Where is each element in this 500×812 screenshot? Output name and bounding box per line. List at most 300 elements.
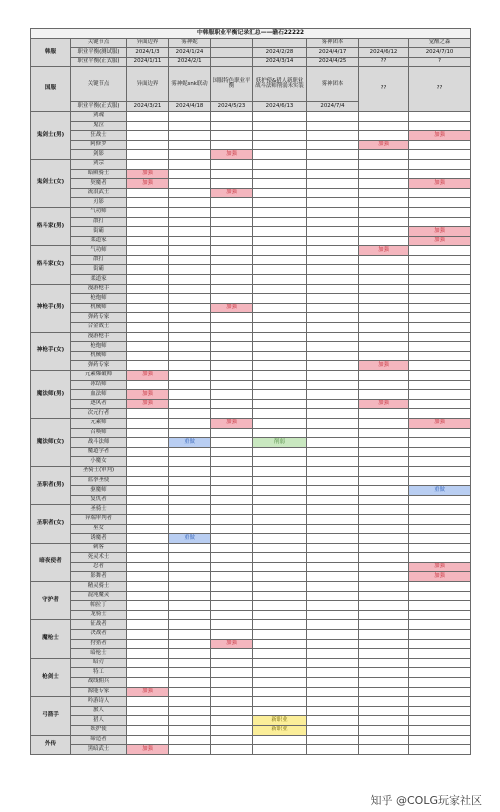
- job-name: 特工: [71, 668, 127, 678]
- job-name: 狩猎者: [71, 639, 127, 649]
- empty-cell: [169, 140, 211, 150]
- empty-cell: [169, 380, 211, 390]
- kr-test-5: 2024/4/17: [307, 48, 359, 58]
- empty-cell: [169, 361, 211, 371]
- empty-cell: [307, 236, 359, 246]
- change-tag: 加强: [127, 179, 169, 189]
- empty-cell: [211, 447, 253, 457]
- empty-cell: [253, 610, 307, 620]
- empty-cell: [359, 639, 409, 649]
- empty-cell: [127, 418, 169, 428]
- empty-cell: [307, 706, 359, 716]
- empty-cell: [359, 236, 409, 246]
- cn-label: 国服: [31, 67, 71, 112]
- empty-cell: [169, 725, 211, 735]
- empty-cell: [211, 582, 253, 592]
- table-row: [31, 207, 471, 217]
- group-label: 鬼剑士(女): [31, 159, 71, 207]
- empty-cell: [211, 514, 253, 524]
- change-tag: 加强: [211, 639, 253, 649]
- empty-cell: [127, 725, 169, 735]
- table-row: [31, 687, 471, 697]
- table-row: [31, 313, 471, 323]
- empty-cell: [359, 371, 409, 381]
- empty-cell: [253, 418, 307, 428]
- empty-cell: [169, 697, 211, 707]
- change-tag: 加强: [211, 303, 253, 313]
- kr-live-5: 2024/4/25: [307, 57, 359, 67]
- empty-cell: [211, 601, 253, 611]
- empty-cell: [359, 447, 409, 457]
- empty-cell: [253, 524, 307, 534]
- cn-live-1: 2024/3/21: [127, 102, 169, 112]
- empty-cell: [307, 179, 359, 189]
- empty-cell: [127, 505, 169, 515]
- empty-cell: [253, 313, 307, 323]
- change-tag: 加强: [359, 399, 409, 409]
- table-row: [31, 601, 471, 611]
- empty-cell: [359, 476, 409, 486]
- empty-cell: [169, 188, 211, 198]
- empty-cell: [359, 380, 409, 390]
- empty-cell: [409, 255, 471, 265]
- empty-cell: [359, 284, 409, 294]
- group-label: 暗夜使者: [31, 543, 71, 581]
- table-row: [31, 275, 471, 285]
- table-row: [31, 418, 471, 428]
- empty-cell: [409, 697, 471, 707]
- empty-cell: [169, 303, 211, 313]
- empty-cell: [253, 409, 307, 419]
- empty-cell: [127, 514, 169, 524]
- empty-cell: [359, 255, 409, 265]
- table-row: [31, 294, 471, 304]
- empty-cell: [359, 716, 409, 726]
- empty-cell: [359, 486, 409, 496]
- table-row: [31, 236, 471, 246]
- empty-cell: [409, 735, 471, 745]
- empty-cell: [169, 332, 211, 342]
- empty-cell: [253, 140, 307, 150]
- empty-cell: [307, 140, 359, 150]
- change-tag: 加强: [127, 399, 169, 409]
- empty-cell: [409, 649, 471, 659]
- table-row: [31, 361, 471, 371]
- empty-cell: [169, 495, 211, 505]
- table-row: [31, 179, 471, 189]
- kr-h6: [359, 38, 409, 48]
- group-label: 神枪手(男): [31, 284, 71, 332]
- empty-cell: [127, 236, 169, 246]
- cn-live-4: 2024/6/13: [253, 102, 307, 112]
- empty-cell: [409, 313, 471, 323]
- empty-cell: [409, 668, 471, 678]
- empty-cell: [211, 745, 253, 755]
- change-tag: 加强: [127, 745, 169, 755]
- table-row: [31, 371, 471, 381]
- empty-cell: [211, 687, 253, 697]
- empty-cell: [307, 342, 359, 352]
- change-tag: 重做: [409, 486, 471, 496]
- change-tag: 重做: [169, 534, 211, 544]
- empty-cell: [211, 735, 253, 745]
- empty-cell: [307, 678, 359, 688]
- change-tag: 加强: [127, 390, 169, 400]
- empty-cell: [409, 275, 471, 285]
- empty-cell: [359, 418, 409, 428]
- table-row: [31, 505, 471, 515]
- empty-cell: [409, 284, 471, 294]
- empty-cell: [127, 457, 169, 467]
- empty-cell: [409, 745, 471, 755]
- table-row: [31, 716, 471, 726]
- empty-cell: [253, 179, 307, 189]
- empty-cell: [211, 207, 253, 217]
- kr-test-3: [211, 48, 253, 58]
- job-name: 剑宗: [71, 159, 127, 169]
- empty-cell: [409, 620, 471, 630]
- empty-cell: [127, 227, 169, 237]
- empty-cell: [409, 553, 471, 563]
- job-name: 鬼泣: [71, 121, 127, 131]
- empty-cell: [211, 323, 253, 333]
- table-row: [31, 735, 471, 745]
- empty-cell: [307, 198, 359, 208]
- table-row: [31, 745, 471, 755]
- empty-cell: [127, 332, 169, 342]
- empty-cell: [169, 486, 211, 496]
- empty-cell: [169, 275, 211, 285]
- change-tag: 加强: [359, 140, 409, 150]
- empty-cell: [253, 207, 307, 217]
- empty-cell: [211, 121, 253, 131]
- cn-h6: ??: [359, 67, 409, 112]
- table-row: [31, 390, 471, 400]
- empty-cell: [127, 716, 169, 726]
- table-row: [31, 591, 471, 601]
- empty-cell: [253, 447, 307, 457]
- empty-cell: [409, 371, 471, 381]
- empty-cell: [409, 169, 471, 179]
- empty-cell: [359, 131, 409, 141]
- empty-cell: [169, 476, 211, 486]
- group-label: 魔法师(女): [31, 418, 71, 466]
- table-row: [31, 255, 471, 265]
- empty-cell: [127, 342, 169, 352]
- job-name: 旅人: [71, 706, 127, 716]
- empty-cell: [359, 303, 409, 313]
- empty-cell: [409, 217, 471, 227]
- empty-cell: [169, 217, 211, 227]
- empty-cell: [127, 380, 169, 390]
- empty-cell: [211, 697, 253, 707]
- empty-cell: [359, 409, 409, 419]
- empty-cell: [211, 227, 253, 237]
- empty-cell: [307, 601, 359, 611]
- empty-cell: [169, 265, 211, 275]
- empty-cell: [307, 351, 359, 361]
- empty-cell: [359, 188, 409, 198]
- group-label: 魔枪士: [31, 620, 71, 658]
- empty-cell: [253, 169, 307, 179]
- empty-cell: [169, 399, 211, 409]
- empty-cell: [169, 351, 211, 361]
- empty-cell: [211, 351, 253, 361]
- job-name: 诱魔者: [71, 534, 127, 544]
- empty-cell: [169, 745, 211, 755]
- job-name: 暗枪士: [71, 649, 127, 659]
- empty-cell: [359, 505, 409, 515]
- cn-h5: 雾神团本: [307, 67, 359, 102]
- empty-cell: [127, 409, 169, 419]
- empty-cell: [307, 380, 359, 390]
- table-row: [31, 524, 471, 534]
- job-name: 蓝拳圣使: [71, 476, 127, 486]
- empty-cell: [127, 428, 169, 438]
- table-row: [31, 447, 471, 457]
- empty-cell: [409, 706, 471, 716]
- empty-cell: [253, 131, 307, 141]
- empty-cell: [409, 610, 471, 620]
- job-name: 影舞者: [71, 572, 127, 582]
- empty-cell: [211, 716, 253, 726]
- table-row: [31, 495, 471, 505]
- group-label: 圣职者(女): [31, 505, 71, 543]
- empty-cell: [127, 553, 169, 563]
- change-tag: 加强: [409, 236, 471, 246]
- job-name: 精灵骑士: [71, 582, 127, 592]
- job-name: 剑影: [71, 150, 127, 160]
- empty-cell: [169, 418, 211, 428]
- empty-cell: [253, 159, 307, 169]
- empty-cell: [169, 687, 211, 697]
- empty-cell: [127, 601, 169, 611]
- cn-live-3: 2024/5/23: [211, 102, 253, 112]
- empty-cell: [307, 649, 359, 659]
- empty-cell: [359, 610, 409, 620]
- kr-h5: 雾神团本: [307, 38, 359, 48]
- job-name: 气功师: [71, 246, 127, 256]
- kr-h4: [253, 38, 307, 48]
- empty-cell: [359, 198, 409, 208]
- empty-cell: [253, 323, 307, 333]
- empty-cell: [307, 390, 359, 400]
- table-row: [31, 562, 471, 572]
- empty-cell: [169, 246, 211, 256]
- empty-cell: [127, 610, 169, 620]
- change-tag: 加强: [359, 246, 409, 256]
- job-name: 黑暗武士: [71, 745, 127, 755]
- empty-cell: [409, 140, 471, 150]
- empty-cell: [169, 447, 211, 457]
- empty-cell: [169, 179, 211, 189]
- empty-cell: [253, 217, 307, 227]
- empty-cell: [307, 658, 359, 668]
- empty-cell: [169, 111, 211, 121]
- kr-live-label: 职业平衡(正式服): [71, 57, 127, 67]
- empty-cell: [253, 390, 307, 400]
- job-name: 散打: [71, 255, 127, 265]
- empty-cell: [169, 159, 211, 169]
- empty-cell: [307, 495, 359, 505]
- empty-cell: [253, 294, 307, 304]
- empty-cell: [211, 111, 253, 121]
- job-name: 血法师: [71, 390, 127, 400]
- empty-cell: [359, 495, 409, 505]
- empty-cell: [211, 371, 253, 381]
- empty-cell: [169, 198, 211, 208]
- job-name: 流浪武士: [71, 188, 127, 198]
- empty-cell: [307, 524, 359, 534]
- empty-cell: [307, 169, 359, 179]
- empty-cell: [253, 351, 307, 361]
- empty-cell: [127, 591, 169, 601]
- empty-cell: [169, 706, 211, 716]
- empty-cell: [307, 457, 359, 467]
- empty-cell: [359, 332, 409, 342]
- empty-cell: [307, 371, 359, 381]
- empty-cell: [359, 438, 409, 448]
- empty-cell: [253, 514, 307, 524]
- kr-h3: [211, 38, 253, 48]
- empty-cell: [211, 313, 253, 323]
- table-row: [31, 466, 471, 476]
- empty-cell: [211, 620, 253, 630]
- empty-cell: [253, 303, 307, 313]
- empty-cell: [211, 706, 253, 716]
- empty-cell: [127, 447, 169, 457]
- job-name: 散打: [71, 217, 127, 227]
- job-name: 元素爆破师: [71, 371, 127, 381]
- empty-cell: [253, 735, 307, 745]
- table-row: [31, 534, 471, 544]
- empty-cell: [359, 630, 409, 640]
- empty-cell: [307, 294, 359, 304]
- empty-cell: [409, 246, 471, 256]
- empty-cell: [211, 534, 253, 544]
- empty-cell: [409, 543, 471, 553]
- empty-cell: [409, 428, 471, 438]
- group-label: 弓箭手: [31, 697, 71, 735]
- job-name: 巫女: [71, 524, 127, 534]
- table-row: [31, 725, 471, 735]
- job-name: 机械师: [71, 303, 127, 313]
- empty-cell: [169, 150, 211, 160]
- table-row: [31, 514, 471, 524]
- empty-cell: [359, 649, 409, 659]
- empty-cell: [211, 332, 253, 342]
- empty-cell: [169, 466, 211, 476]
- empty-cell: [359, 562, 409, 572]
- empty-cell: [253, 236, 307, 246]
- change-tag: 加强: [409, 179, 471, 189]
- empty-cell: [409, 399, 471, 409]
- table-row: [31, 668, 471, 678]
- empty-cell: [253, 466, 307, 476]
- empty-cell: [169, 572, 211, 582]
- empty-cell: [127, 543, 169, 553]
- job-name: 街霸: [71, 265, 127, 275]
- empty-cell: [359, 227, 409, 237]
- empty-cell: [307, 668, 359, 678]
- empty-cell: [409, 198, 471, 208]
- empty-cell: [253, 371, 307, 381]
- empty-cell: [359, 457, 409, 467]
- empty-cell: [127, 188, 169, 198]
- empty-cell: [307, 246, 359, 256]
- empty-cell: [169, 255, 211, 265]
- change-tag: 削弱: [253, 438, 307, 448]
- empty-cell: [253, 562, 307, 572]
- kr-live-6: ??: [359, 57, 409, 67]
- empty-cell: [127, 303, 169, 313]
- empty-cell: [307, 745, 359, 755]
- empty-cell: [307, 534, 359, 544]
- empty-cell: [409, 591, 471, 601]
- kr-live-7: ?: [409, 57, 471, 67]
- empty-cell: [169, 620, 211, 630]
- balance-table: [30, 28, 471, 755]
- empty-cell: [253, 687, 307, 697]
- empty-cell: [409, 351, 471, 361]
- empty-cell: [211, 668, 253, 678]
- table-row: [31, 543, 471, 553]
- group-label: 格斗家(女): [31, 246, 71, 284]
- empty-cell: [127, 207, 169, 217]
- job-name: 漫游枪手: [71, 284, 127, 294]
- job-name: 柔道家: [71, 275, 127, 285]
- job-name: 狂战士: [71, 131, 127, 141]
- empty-cell: [253, 495, 307, 505]
- empty-cell: [127, 476, 169, 486]
- empty-cell: [359, 323, 409, 333]
- empty-cell: [169, 639, 211, 649]
- kr-test-4: 2024/2/28: [253, 48, 307, 58]
- empty-cell: [253, 188, 307, 198]
- cn-h1: 异面边界: [127, 67, 169, 102]
- empty-cell: [127, 649, 169, 659]
- empty-cell: [307, 313, 359, 323]
- table-row: [31, 188, 471, 198]
- empty-cell: [253, 361, 307, 371]
- empty-cell: [169, 428, 211, 438]
- empty-cell: [307, 562, 359, 572]
- empty-cell: [307, 227, 359, 237]
- empty-cell: [307, 284, 359, 294]
- empty-cell: [409, 409, 471, 419]
- empty-cell: [359, 572, 409, 582]
- job-name: 剑魂: [71, 111, 127, 121]
- empty-cell: [211, 246, 253, 256]
- empty-cell: [211, 457, 253, 467]
- job-name: 战线佣兵: [71, 678, 127, 688]
- empty-cell: [169, 169, 211, 179]
- empty-cell: [359, 428, 409, 438]
- group-label: 格斗家(男): [31, 207, 71, 245]
- empty-cell: [359, 313, 409, 323]
- empty-cell: [359, 524, 409, 534]
- empty-cell: [169, 342, 211, 352]
- empty-cell: [253, 543, 307, 553]
- cn-key-node: 关键节点: [71, 67, 127, 102]
- table-row: [31, 486, 471, 496]
- empty-cell: [211, 275, 253, 285]
- empty-cell: [253, 639, 307, 649]
- job-name: 妖护使: [71, 725, 127, 735]
- job-name: 吟游诗人: [71, 697, 127, 707]
- empty-cell: [359, 217, 409, 227]
- change-tag: 加强: [409, 418, 471, 428]
